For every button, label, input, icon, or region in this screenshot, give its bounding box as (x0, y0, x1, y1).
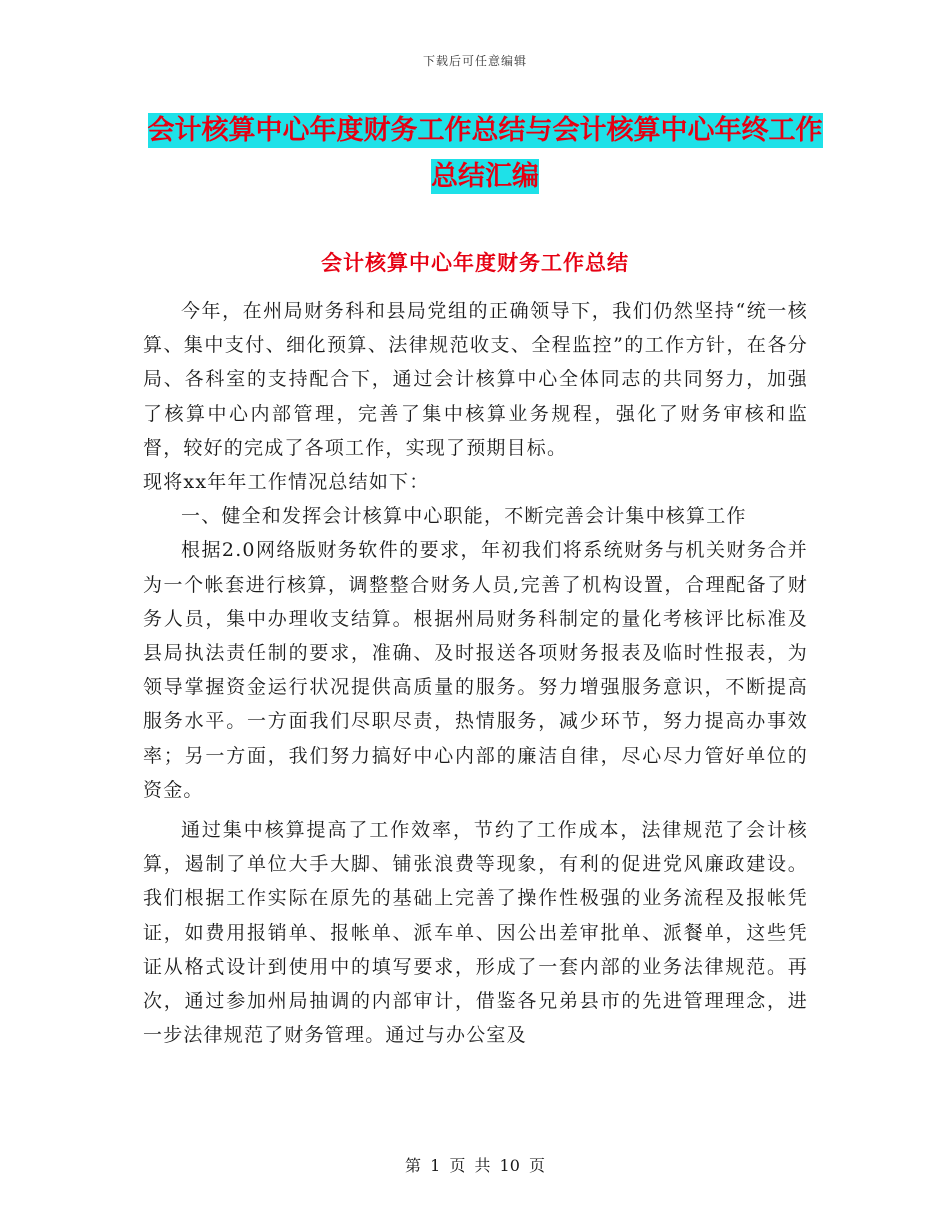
page-number: 第 1 页 共 10 页 (405, 1156, 545, 1175)
document-title-text: 会计核算中心年度财务工作总结与会计核算中心年终工作总结汇编 (147, 115, 823, 192)
header-note: 下载后可任意编辑 (422, 54, 527, 68)
section-title: 会计核算中心年度财务工作总结 (321, 251, 629, 275)
document-body (143, 294, 808, 1052)
paragraph-heading-1: 一、健全和发挥会计核算中心职能，不断完善会计集中核算工作 (181, 505, 747, 528)
document-title (140, 108, 830, 200)
paragraph-summary-lead: 现将xx年年工作情况总结如下： (143, 471, 430, 494)
paragraph-intro: 今年，在州局财务科和县局党组的正确领导下，我们仍然坚持“统一核算、集中支付、细化预算、法律规范收支、全程监控”的工作方针，在各分局、各科室的支持配合下，通过会计核算中心全体同志的共同努力，加强了核算中心内部管理，完善了集中核算业务规程，强化了财务审核和监督，较好的完成了各项工作，实现了预期目标。 (143, 300, 808, 459)
paragraph-body-1: 根据2.0网络版财务软件的要求，年初我们将系统财务与机关财务合并为一个帐套进行核算，调整整合财务人员,完善了机构设置，合理配备了财务人员，集中办理收支结算。根据州局财务科制定的量化考核评比标准及县局执法责任制的要求，准确、及时报送各项财务报表及临时性报表，为领导掌握资金运行状况提供高质量的服务。努力增强服务意识，不断提高服务水平。一方面我们尽职尽责，热情服务，减少环节，努力提高办事效率；另一方面，我们努力搞好中心内部的廉洁自律，尽心尽力管好单位的资金。 (143, 539, 808, 801)
paragraph-body-2: 通过集中核算提高了工作效率，节约了工作成本，法律规范了会计核算，遏制了单位大手大脚、铺张浪费等现象，有利的促进党风廉政建设。我们根据工作实际在原先的基础上完善了操作性极强的业务流程及报帐凭证，如费用报销单、报帐单、派车单、因公出差审批单、派餐单，这些凭证从格式设计到使用中的填写要求，形成了一套内部的业务法律规范。再次，通过参加州局抽调的内部审计，借鉴各兄弟县市的先进管理理念，进一步法律规范了财务管理。通过与办公室及 (143, 819, 808, 1047)
